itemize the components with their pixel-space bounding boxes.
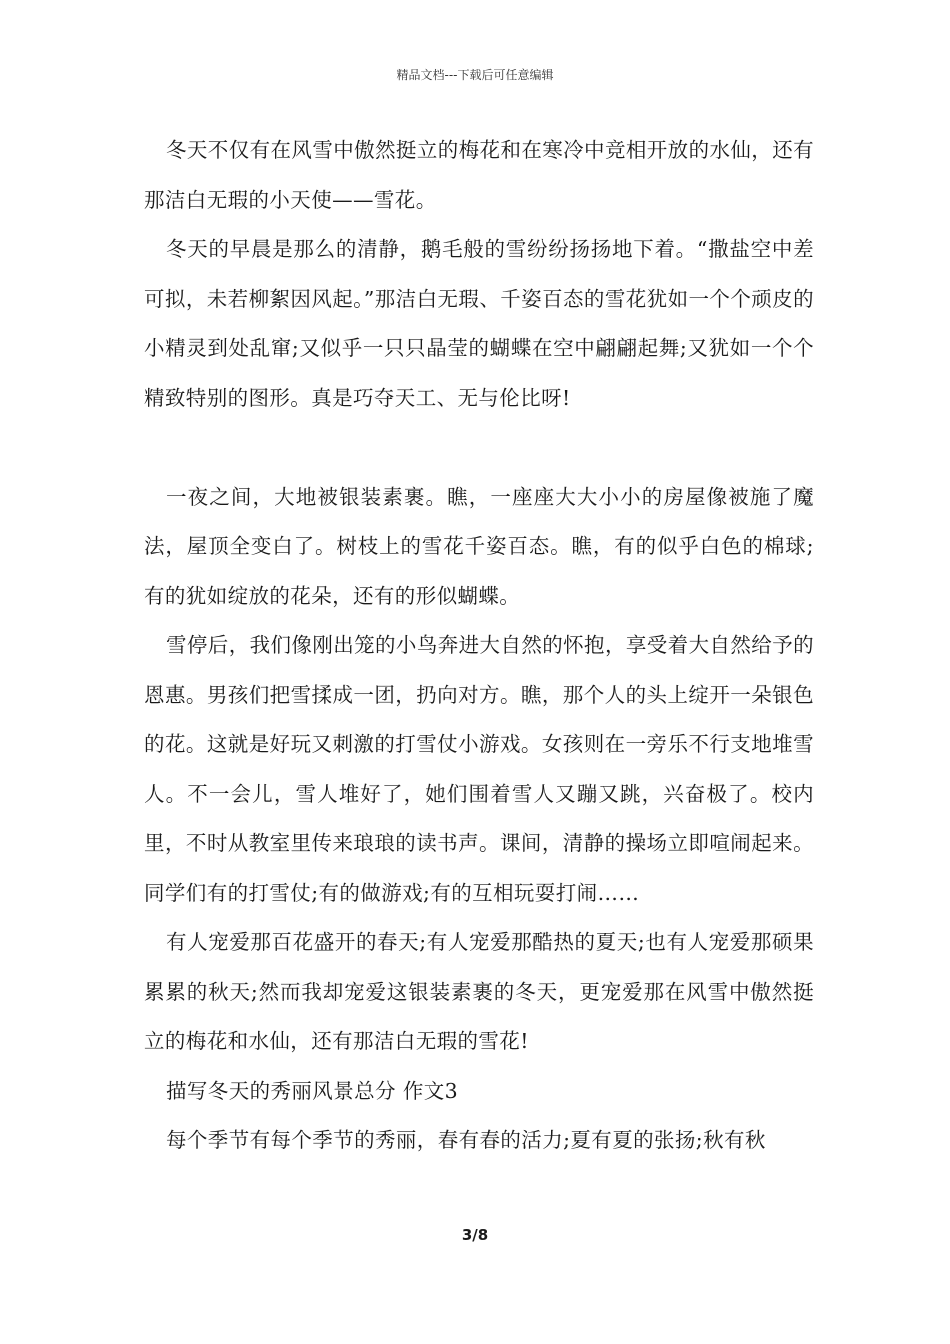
document-body: [144, 126, 814, 1166]
paragraph-4: 雪停后，我们像刚出笼的小鸟奔进大自然的怀抱，享受着大自然给予的恩惠。男孩们把雪揉成一团，扔向对方。瞧，那个人的头上绽开一朵银色的花。这就是好玩又刺激的打雪仗小游戏。女孩则在一旁乐不行支地堆雪人。不一会儿，雪人堆好了，她们围着雪人又蹦又跳，兴奋极了。校内里，不时从教室里传来琅琅的读书声。课间，清静的操场立即喧闹起来。同学们有的打雪仗;有的做游戏;有的互相玩耍打闹……: [144, 633, 814, 905]
page-header: 精品文档---下载后可任意编辑: [396, 68, 554, 82]
paragraph-1: 冬天不仅有在风雪中傲然挺立的梅花和在寒冷中竞相开放的水仙，还有那洁白无瑕的小天使——雪花。: [144, 138, 814, 212]
paragraph-3: 一夜之间，大地被银装素裹。瞧，一座座大大小小的房屋像被施了魔法，屋顶全变白了。树枝上的雪花千姿百态。瞧，有的似乎白色的棉球;有的犹如绽放的花朵，还有的形似蝴蝶。: [144, 484, 814, 608]
page-number: [0, 1226, 950, 1244]
essay-title: 描写冬天的秀丽风景总分 作文3: [166, 1078, 459, 1103]
total-pages: 8: [477, 1226, 489, 1244]
blank-line: [144, 423, 814, 473]
paragraph-6: 每个季节有每个季节的秀丽，春有春的活力;夏有夏的张扬;秋有秋: [166, 1128, 766, 1152]
page-separator: /: [472, 1226, 478, 1244]
paragraph-2: 冬天的早晨是那么的清静，鹅毛般的雪纷纷扬扬地下着。“撒盐空中差可拟，未若柳絮因风起。”那洁白无瑕、千姿百态的雪花犹如一个个顽皮的小精灵到处乱窜;又似乎一只只晶莹的蝴蝶在空中翩翩起舞;又犹如一个个精致特别的图形。真是巧夺天工、无与伦比呀!: [144, 237, 814, 410]
current-page: 3: [461, 1226, 473, 1244]
paragraph-5: 有人宠爱那百花盛开的春天;有人宠爱那酷热的夏天;也有人宠爱那硕果累累的秋天;然而我却宠爱这银装素裹的冬天，更宠爱那在风雪中傲然挺立的梅花和水仙，还有那洁白无瑕的雪花!: [144, 930, 814, 1053]
